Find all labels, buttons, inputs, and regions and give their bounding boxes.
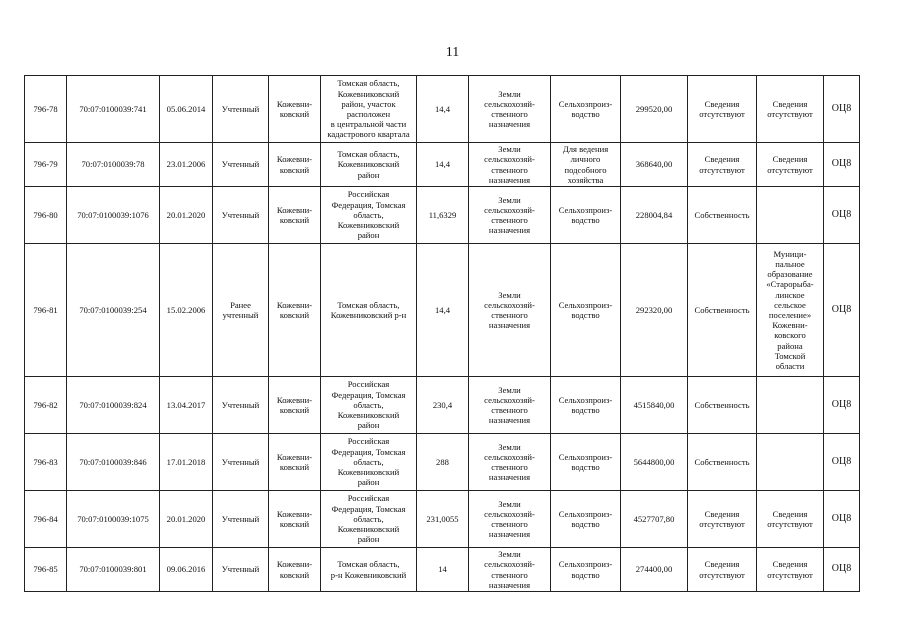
code-cell: ОЦ8 bbox=[824, 244, 860, 377]
land-category-cell: Земли сельскохозяй- ственного назначения bbox=[469, 377, 551, 434]
cadastral-number-cell: 70:07:0100039:78 bbox=[67, 143, 160, 187]
land-category-cell: Земли сельскохозяй- ственного назначения bbox=[469, 491, 551, 548]
district-cell: Кожевни- ковский bbox=[269, 187, 321, 244]
cadastral-value-cell: 4527707,80 bbox=[621, 491, 688, 548]
row-number-cell: 796-81 bbox=[25, 244, 67, 377]
owner-cell bbox=[757, 434, 824, 491]
row-number-cell: 796-84 bbox=[25, 491, 67, 548]
row-number-cell: 796-83 bbox=[25, 434, 67, 491]
address-cell: Томская область, Кожевниковский р-н bbox=[321, 244, 417, 377]
cadastral-number-cell: 70:07:0100039:254 bbox=[67, 244, 160, 377]
land-registry-table bbox=[24, 75, 860, 592]
cadastral-number-cell: 70:07:0100039:1076 bbox=[67, 187, 160, 244]
address-cell: Российская Федерация, Томская область, Кожевниковский район bbox=[321, 377, 417, 434]
land-category-cell: Земли сельскохозяй- ственного назначения bbox=[469, 434, 551, 491]
registration-date-cell: 15.02.2006 bbox=[160, 244, 213, 377]
cadastral-value-cell: 5644800,00 bbox=[621, 434, 688, 491]
row-number-cell: 796-85 bbox=[25, 548, 67, 592]
owner-cell: Муници- пальное образование «Старорыба- линское сельское поселение» Кожевни- ковского района Томской области bbox=[757, 244, 824, 377]
permitted-use-cell: Сельхозпроиз- водство bbox=[551, 434, 621, 491]
status-cell: Учтенный bbox=[213, 434, 269, 491]
address-cell: Российская Федерация, Томская область, Кожевниковский район bbox=[321, 187, 417, 244]
row-number-cell: 796-78 bbox=[25, 76, 67, 143]
status-cell: Ранее учтенный bbox=[213, 244, 269, 377]
code-cell: ОЦ8 bbox=[824, 187, 860, 244]
cadastral-value-cell: 228004,84 bbox=[621, 187, 688, 244]
cadastral-number-cell: 70:07:0100039:741 bbox=[67, 76, 160, 143]
code-cell: ОЦ8 bbox=[824, 434, 860, 491]
permitted-use-cell: Для ведения личного подсобного хозяйства bbox=[551, 143, 621, 187]
cadastral-value-cell: 292320,00 bbox=[621, 244, 688, 377]
area-cell: 14 bbox=[417, 548, 469, 592]
district-cell: Кожевни- ковский bbox=[269, 548, 321, 592]
table-row bbox=[25, 187, 860, 244]
address-cell: Российская Федерация, Томская область, Кожевниковский район bbox=[321, 434, 417, 491]
table-row bbox=[25, 434, 860, 491]
address-cell: Томская область, Кожевниковский район, участок расположен в центральной части кадастрового квартала bbox=[321, 76, 417, 143]
row-number-cell: 796-80 bbox=[25, 187, 67, 244]
address-cell: Томская область, Кожевниковский район bbox=[321, 143, 417, 187]
right-type-cell: Собственность bbox=[688, 187, 757, 244]
cadastral-value-cell: 274400,00 bbox=[621, 548, 688, 592]
area-cell: 231,0055 bbox=[417, 491, 469, 548]
cadastral-number-cell: 70:07:0100039:1075 bbox=[67, 491, 160, 548]
right-type-cell: Собственность bbox=[688, 244, 757, 377]
address-cell: Российская Федерация, Томская область, Кожевниковский район bbox=[321, 491, 417, 548]
table-row bbox=[25, 143, 860, 187]
table-row bbox=[25, 548, 860, 592]
owner-cell: Сведения отсутствуют bbox=[757, 76, 824, 143]
right-type-cell: Сведения отсутствуют bbox=[688, 143, 757, 187]
land-category-cell: Земли сельскохозяй- ственного назначения bbox=[469, 548, 551, 592]
land-category-cell: Земли сельскохозяй- ственного назначения bbox=[469, 244, 551, 377]
status-cell: Учтенный bbox=[213, 548, 269, 592]
owner-cell bbox=[757, 377, 824, 434]
registration-date-cell: 17.01.2018 bbox=[160, 434, 213, 491]
permitted-use-cell: Сельхозпроиз- водство bbox=[551, 491, 621, 548]
address-cell: Томская область, р-н Кожевниковский bbox=[321, 548, 417, 592]
cadastral-value-cell: 368640,00 bbox=[621, 143, 688, 187]
permitted-use-cell: Сельхозпроиз- водство bbox=[551, 76, 621, 143]
land-category-cell: Земли сельскохозяй- ственного назначения bbox=[469, 187, 551, 244]
permitted-use-cell: Сельхозпроиз- водство bbox=[551, 187, 621, 244]
district-cell: Кожевни- ковский bbox=[269, 76, 321, 143]
cadastral-number-cell: 70:07:0100039:801 bbox=[67, 548, 160, 592]
cadastral-value-cell: 299520,00 bbox=[621, 76, 688, 143]
code-cell: ОЦ8 bbox=[824, 76, 860, 143]
area-cell: 14,4 bbox=[417, 76, 469, 143]
right-type-cell: Собственность bbox=[688, 434, 757, 491]
status-cell: Учтенный bbox=[213, 491, 269, 548]
district-cell: Кожевни- ковский bbox=[269, 143, 321, 187]
owner-cell: Сведения отсутствуют bbox=[757, 143, 824, 187]
status-cell: Учтенный bbox=[213, 377, 269, 434]
owner-cell bbox=[757, 187, 824, 244]
owner-cell: Сведения отсутствуют bbox=[757, 548, 824, 592]
table-row bbox=[25, 244, 860, 377]
status-cell: Учтенный bbox=[213, 76, 269, 143]
status-cell: Учтенный bbox=[213, 187, 269, 244]
area-cell: 230,4 bbox=[417, 377, 469, 434]
row-number-cell: 796-79 bbox=[25, 143, 67, 187]
permitted-use-cell: Сельхозпроиз- водство bbox=[551, 548, 621, 592]
land-category-cell: Земли сельскохозяй- ственного назначения bbox=[469, 143, 551, 187]
district-cell: Кожевни- ковский bbox=[269, 434, 321, 491]
status-cell: Учтенный bbox=[213, 143, 269, 187]
area-cell: 11,6329 bbox=[417, 187, 469, 244]
area-cell: 288 bbox=[417, 434, 469, 491]
registration-date-cell: 09.06.2016 bbox=[160, 548, 213, 592]
right-type-cell: Сведения отсутствуют bbox=[688, 548, 757, 592]
registration-date-cell: 13.04.2017 bbox=[160, 377, 213, 434]
table-row bbox=[25, 491, 860, 548]
cadastral-number-cell: 70:07:0100039:846 bbox=[67, 434, 160, 491]
permitted-use-cell: Сельхозпроиз- водство bbox=[551, 377, 621, 434]
right-type-cell: Собственность bbox=[688, 377, 757, 434]
registration-date-cell: 20.01.2020 bbox=[160, 187, 213, 244]
district-cell: Кожевни- ковский bbox=[269, 491, 321, 548]
table-row bbox=[25, 76, 860, 143]
registration-date-cell: 23.01.2006 bbox=[160, 143, 213, 187]
right-type-cell: Сведения отсутствуют bbox=[688, 491, 757, 548]
code-cell: ОЦ8 bbox=[824, 143, 860, 187]
land-category-cell: Земли сельскохозяй- ственного назначения bbox=[469, 76, 551, 143]
page-number: 11 bbox=[445, 45, 460, 60]
area-cell: 14,4 bbox=[417, 143, 469, 187]
code-cell: ОЦ8 bbox=[824, 491, 860, 548]
code-cell: ОЦ8 bbox=[824, 377, 860, 434]
code-cell: ОЦ8 bbox=[824, 548, 860, 592]
cadastral-number-cell: 70:07:0100039:824 bbox=[67, 377, 160, 434]
district-cell: Кожевни- ковский bbox=[269, 377, 321, 434]
area-cell: 14,4 bbox=[417, 244, 469, 377]
cadastral-value-cell: 4515840,00 bbox=[621, 377, 688, 434]
permitted-use-cell: Сельхозпроиз- водство bbox=[551, 244, 621, 377]
owner-cell: Сведения отсутствуют bbox=[757, 491, 824, 548]
registration-date-cell: 20.01.2020 bbox=[160, 491, 213, 548]
table-row bbox=[25, 377, 860, 434]
district-cell: Кожевни- ковский bbox=[269, 244, 321, 377]
right-type-cell: Сведения отсутствуют bbox=[688, 76, 757, 143]
registration-date-cell: 05.06.2014 bbox=[160, 76, 213, 143]
row-number-cell: 796-82 bbox=[25, 377, 67, 434]
